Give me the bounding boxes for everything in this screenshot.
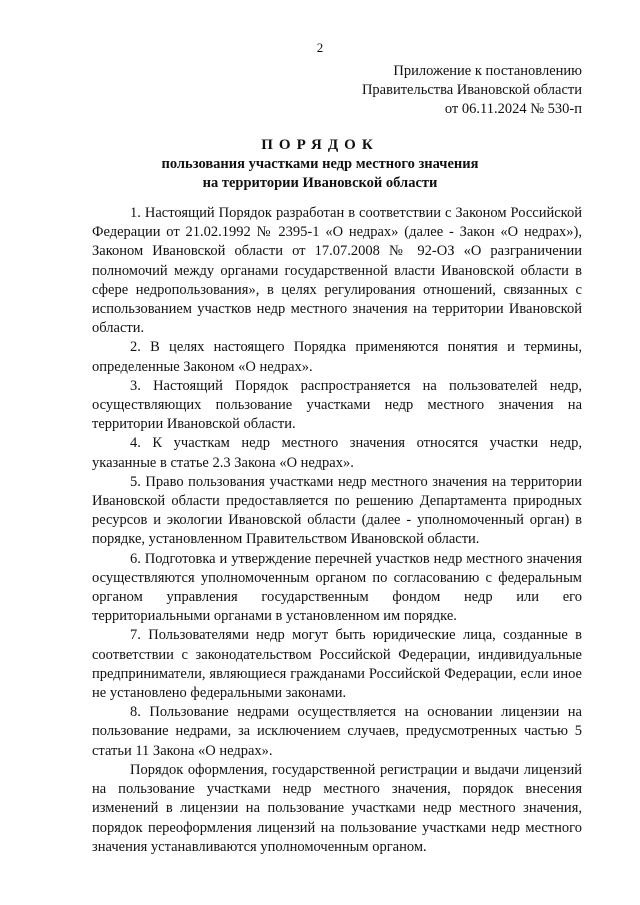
appendix-line-2: Правительства Ивановской области (361, 82, 582, 98)
title-line-1: пользования участками недр местного значения (161, 156, 479, 172)
appendix-line-1: Приложение к постановлению (393, 63, 582, 79)
paragraph-8: 8. Пользование недрами осуществляется на основании лицензии на пользование недрами, за исключением случаев, предусмотренных частью 5 статьи 11 Закона «О недрах». (92, 704, 582, 759)
page-number: 2 (316, 40, 324, 55)
document-title (0, 135, 640, 193)
paragraph-2: 2. В целях настоящего Порядка применяются понятия и термины, определенные Законом «О недрах». (92, 339, 582, 375)
paragraph-3: 3. Настоящий Порядок распространяется на пользователей недр, осуществляющих пользование участками недр местного значения на территории Ивановской области. (92, 377, 582, 433)
paragraph-1: 1. Настоящий Порядок разработан в соответствии с Законом Российской Федерации от 21.02.1992 № 2395-1 «О недрах» (далее - Закон «О недрах»), Законом Ивановской области от 17.07.2008 № 92-ОЗ «О разграничении полномочий между органами государственной власти Ивановской области в сфере недропользования», в целях регулирования отношений, связанных с использованием участков недр местного значения на территории Ивановской области. (92, 205, 582, 337)
appendix-header (362, 62, 582, 119)
document-body (92, 204, 582, 857)
paragraph-7: 7. Пользователями недр могут быть юридические лица, созданные в соответствии с законодательством Российской Федерации, индивидуальные предприниматели, являющиеся гражданами Российской Федерации, если иное не установлено федеральными законами. (92, 627, 582, 702)
paragraph-4: 4. К участкам недр местного значения относятся участки недр, указанные в статье 2.3 Закона «О недрах». (92, 435, 582, 471)
paragraph-5: 5. Право пользования участками недр местного значения на территории Ивановской области предоставляется по решению Департамента природных ресурсов и экологии Ивановской области (далее - уполномоченный орган) в порядке, установленном Правительством Ивановской области. (92, 473, 582, 548)
title-main: ПОРЯДОК (261, 137, 379, 153)
paragraph-6: 6. Подготовка и утверждение перечней участков недр местного значения осуществляются уполномоченным органом по согласованию с федеральным органом управления государственным фондом недр или его территориальными органами в установленном им порядке. (92, 550, 582, 625)
title-line-2: на территории Ивановской области (202, 175, 438, 191)
appendix-line-3: от 06.11.2024 № 530-п (444, 101, 582, 117)
paragraph-9: Порядок оформления, государственной регистрации и выдачи лицензий на пользование участками недр местного значения, порядок внесения изменений в лицензии на пользование участками недр местного значения, порядок переоформления лицензий на пользование участками недр местного значения устанавливаются уполномоченным органом. (92, 761, 582, 855)
